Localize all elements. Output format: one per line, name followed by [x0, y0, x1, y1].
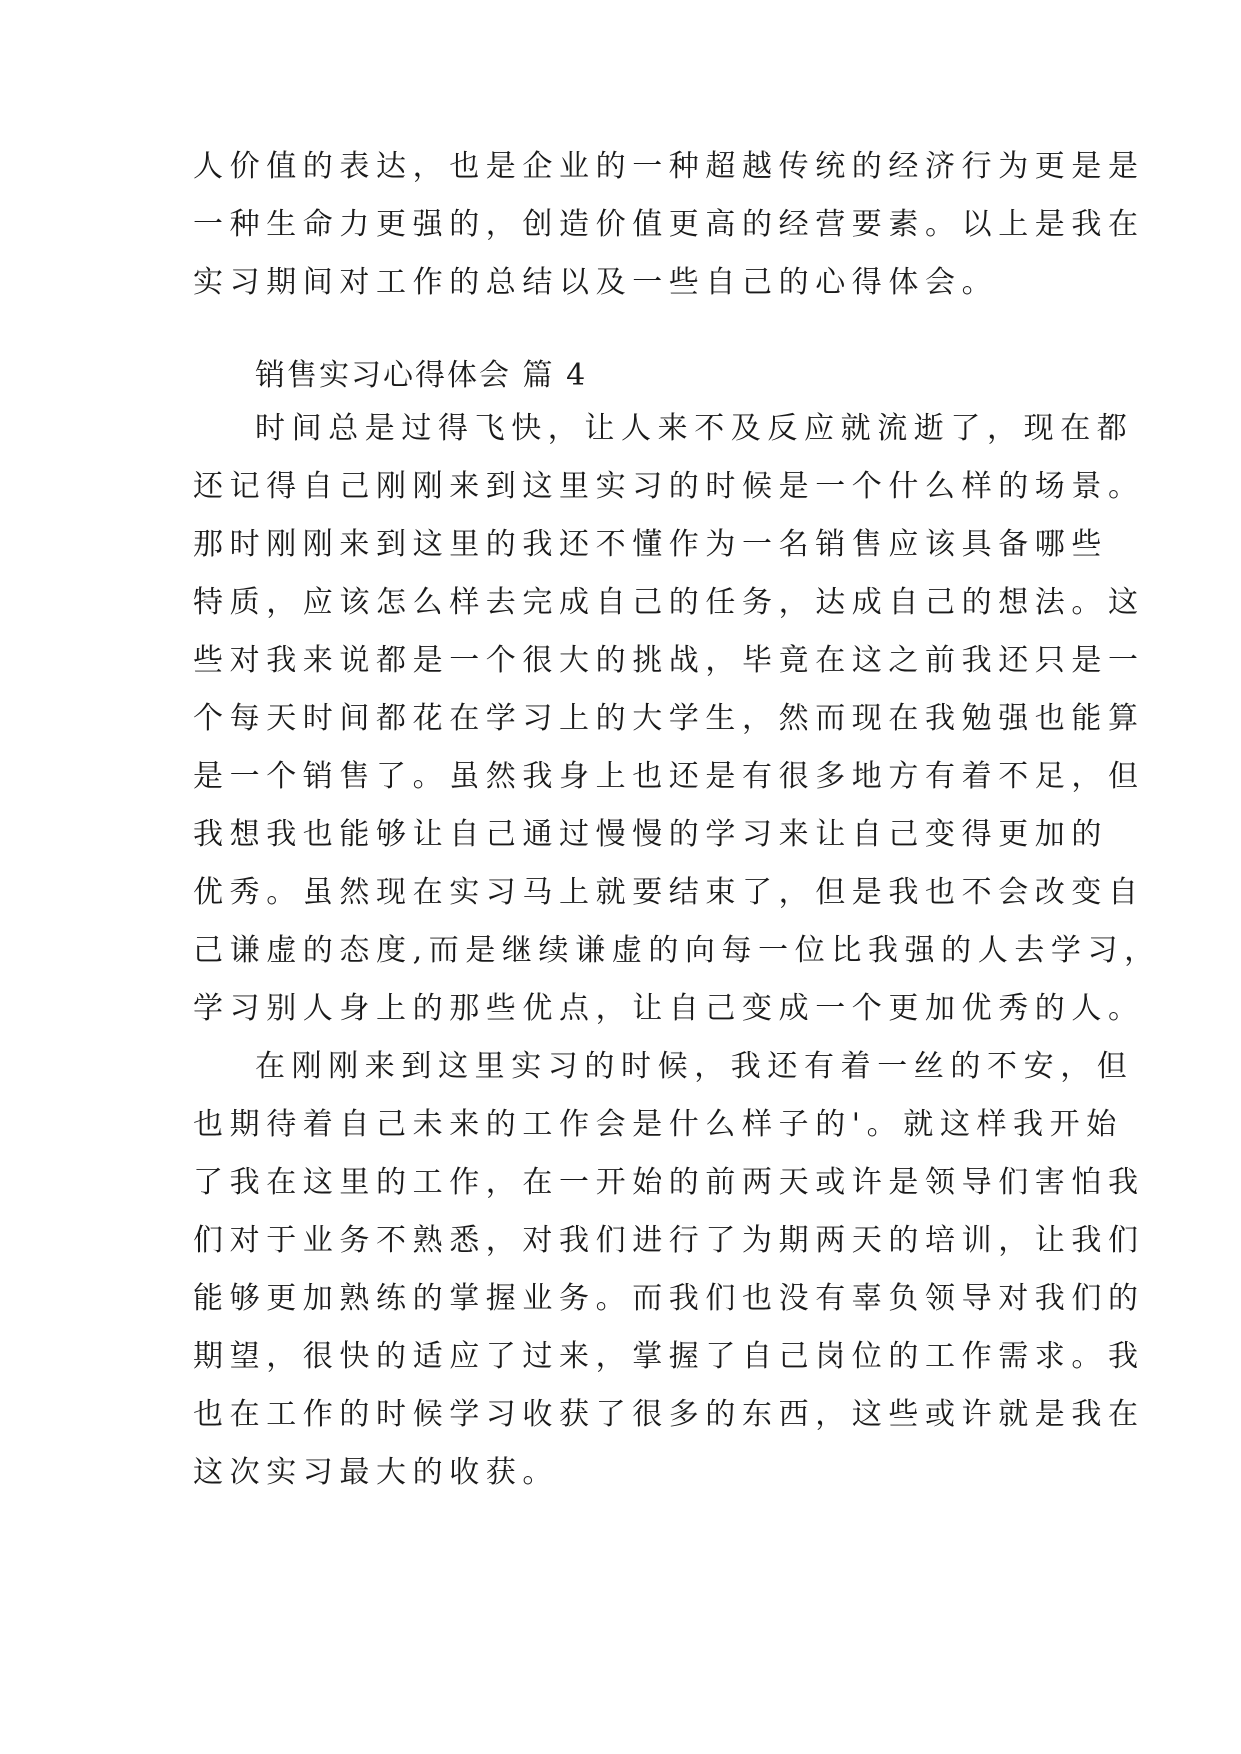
paragraph1-line-7: 是一个销售了。虽然我身上也还是有很多地方有着不足，但	[193, 759, 1145, 794]
continuation-line-3: 实习期间对工作的总结以及一些自己的心得体会。	[193, 265, 999, 300]
continuation-line-2: 一种生命力更强的，创造价值更高的经营要素。以上是我在	[193, 207, 1145, 242]
paragraph1-line-3: 那时刚刚来到这里的我还不懂作为一名销售应该具备哪些	[193, 527, 1108, 562]
paragraph1-line-5: 些对我来说都是一个很大的挑战，毕竟在这之前我还只是一	[193, 643, 1145, 678]
paragraph2-line-7: 也在工作的时候学习收获了很多的东西，这些或许就是我在	[193, 1397, 1145, 1432]
paragraph2-line-8: 这次实习最大的收获。	[193, 1455, 559, 1490]
paragraph1-line-2: 还记得自己刚刚来到这里实习的时候是一个什么样的场景。	[193, 469, 1145, 504]
paragraph1-line-6: 个每天时间都花在学习上的大学生，然而现在我勉强也能算	[193, 701, 1145, 736]
section-heading: 销售实习心得体会 篇 4	[255, 358, 588, 393]
paragraph2-line-4: 们对于业务不熟悉，对我们进行了为期两天的培训，让我们	[193, 1223, 1145, 1258]
paragraph1-line-8: 我想我也能够让自己通过慢慢的学习来让自己变得更加的	[193, 817, 1108, 852]
paragraph2-line-1: 在刚刚来到这里实习的时候，我还有着一丝的不安，但	[255, 1049, 1134, 1084]
paragraph2-line-5: 能够更加熟练的掌握业务。而我们也没有辜负领导对我们的	[193, 1281, 1145, 1316]
paragraph2-line-3: 了我在这里的工作，在一开始的前两天或许是领导们害怕我	[193, 1165, 1145, 1200]
paragraph1-line-9: 优秀。虽然现在实习马上就要结束了，但是我也不会改变自	[193, 875, 1145, 910]
continuation-line-1: 人价值的表达，也是企业的一种超越传统的经济行为更是是	[193, 149, 1145, 184]
paragraph1-line-4: 特质，应该怎么样去完成自己的任务，达成自己的想法。这	[193, 585, 1145, 620]
paragraph2-line-2: 也期待着自己未来的工作会是什么样子的'。就这样我开始	[193, 1107, 1123, 1142]
paragraph1-line-10: 己谦虚的态度,而是继续谦虚的向每一位比我强的人去学习，	[193, 933, 1161, 968]
paragraph1-line-11: 学习别人身上的那些优点，让自己变成一个更加优秀的人。	[193, 991, 1145, 1026]
paragraph1-line-1: 时间总是过得飞快，让人来不及反应就流逝了，现在都	[255, 411, 1134, 446]
paragraph2-line-6: 期望，很快的适应了过来，掌握了自己岗位的工作需求。我	[193, 1339, 1145, 1374]
